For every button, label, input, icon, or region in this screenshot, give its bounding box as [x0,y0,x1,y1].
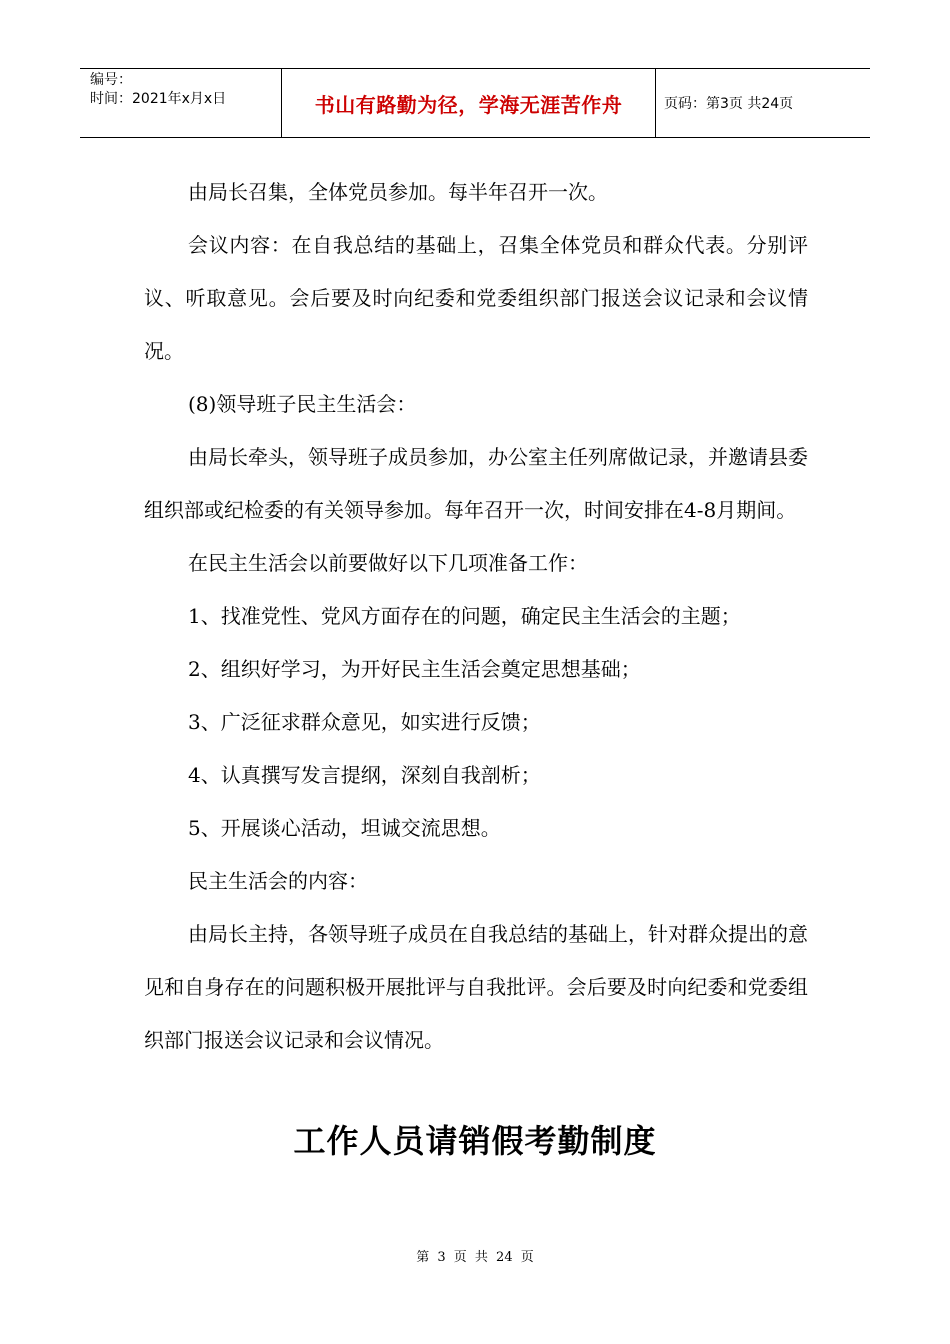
document-header [80,68,870,138]
document-body [144,166,808,1067]
paragraph-heading: (8)领导班子民主生活会： [188,392,417,416]
list-item: 4、认真撰写发言提纲，深刻自我剖析； [188,763,541,787]
list-item: 5、开展谈心活动，坦诚交流思想。 [188,816,501,840]
header-page-number: 页码：第3页 共24页 [664,96,794,112]
list-item: 3、广泛征求群众意见，如实进行反馈； [188,710,541,734]
paragraph: 由局长牵头，领导班子成员参加，办公室主任列席做记录，并邀请县委组织部或纪检委的有关领导参加。每年召开一次，时间安排在4-8月期间。 [144,445,808,522]
document-number-label: 编号： [90,72,132,88]
header-page-info [654,69,870,137]
section-title: 工作人员请销假考勤制度 [293,1122,657,1160]
list-item: 1、找准党性、党风方面存在的问题，确定民主生活会的主题； [188,604,741,628]
paragraph: 由局长主持，各领导班子成员在自我总结的基础上，针对群众提出的意见和自身存在的问题积极开展批评与自我批评。会后要及时向纪委和党委组织部门报送会议记录和会议情况。 [144,922,808,1052]
paragraph: 在民主生活会以前要做好以下几项准备工作： [188,551,588,575]
paragraph: 民主生活会的内容： [188,869,368,893]
paragraph: 会议内容：在自我总结的基础上，召集全体党员和群众代表。分别评议、听取意见。会后要及时向纪委和党委组织部门报送会议记录和会议情况。 [144,233,808,363]
document-date: 时间：2021年x月x日 [90,91,227,107]
header-motto: 书山有路勤为径，学海无涯苦作舟 [314,92,623,117]
page-footer: 第 3 页 共 24 页 [416,1250,534,1265]
header-motto-cell [281,69,656,137]
list-item: 2、组织好学习，为开好民主生活会奠定思想基础； [188,657,641,681]
paragraph: 由局长召集，全体党员参加。每半年召开一次。 [188,180,608,204]
header-meta [80,69,281,137]
